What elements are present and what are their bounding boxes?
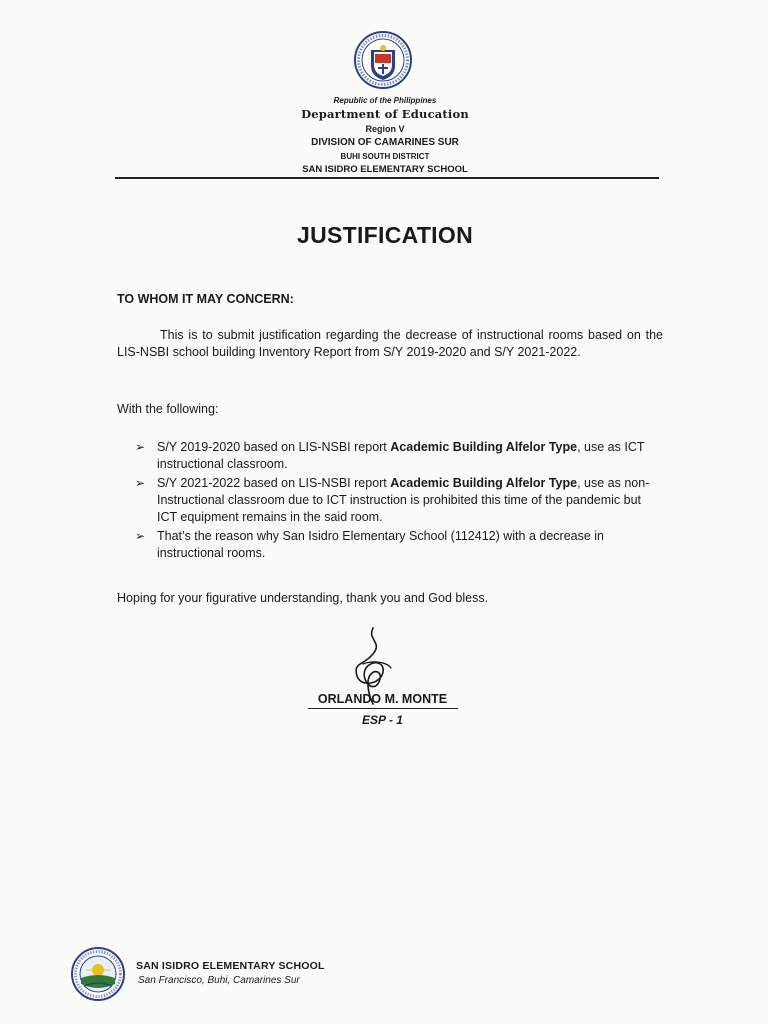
list-item (135, 439, 660, 473)
list-item-text: S/Y 2019-2020 based on LIS-NSBI report (157, 440, 391, 454)
justification-list (135, 439, 660, 564)
signatory-position: ESP - 1 (362, 713, 403, 727)
letterhead-division: DIVISION OF CAMARINES SUR (311, 137, 459, 148)
letterhead-district: BUHI SOUTH DISTRICT (340, 152, 430, 161)
letterhead-republic: Republic of the Philippines (333, 96, 437, 105)
school-seal-icon (70, 946, 126, 1002)
with-following-label: With the following: (117, 402, 219, 416)
signatory-name: ORLANDO M. MONTE (317, 692, 448, 706)
closing-line: Hoping for your figurative understanding, thank you and God bless. (117, 591, 489, 605)
footer-address: San Francisco, Buhi, Camarines Sur (138, 975, 300, 986)
list-item-emphasis: Academic Building Alfelor Type (390, 476, 578, 490)
footer-school-name: SAN ISIDRO ELEMENTARY SCHOOL (136, 960, 325, 972)
signature-line (308, 708, 458, 709)
letterhead-department: Department of Education (301, 107, 469, 121)
intro-paragraph: This is to submit justification regarding the decrease of instructional rooms based on the LIS-NSBI school building Inventory Report from S/Y 2019-2020 and S/Y 2021-2022. (117, 328, 663, 359)
document-title: JUSTIFICATION (297, 222, 473, 248)
list-item (135, 475, 660, 526)
list-item-text: That’s the reason why San Isidro Elementary School (112412) with a decrease in instructional rooms. (157, 529, 605, 560)
letterhead-school: SAN ISIDRO ELEMENTARY SCHOOL (302, 164, 468, 175)
list-item-text: S/Y 2021-2022 based on LIS-NSBI report (157, 476, 391, 490)
arrow-bullet-icon: ➢ (135, 476, 146, 490)
arrow-bullet-icon: ➢ (135, 529, 146, 543)
salutation: TO WHOM IT MAY CONCERN: (117, 292, 294, 306)
deped-seal-icon (353, 30, 413, 90)
list-item-text: , use as ICT instructional classroom. (157, 440, 645, 471)
list-item-text: , use as non-Instructional classroom due to ICT instruction is prohibited this time of the pandemic but ICT equipment remains in the said room. (157, 476, 650, 524)
list-item-emphasis: Academic Building Alfelor Type (390, 440, 578, 454)
letterhead-divider (115, 177, 659, 179)
arrow-bullet-icon: ➢ (135, 440, 146, 454)
list-item (135, 528, 660, 562)
letterhead-region: Region V (365, 124, 405, 134)
